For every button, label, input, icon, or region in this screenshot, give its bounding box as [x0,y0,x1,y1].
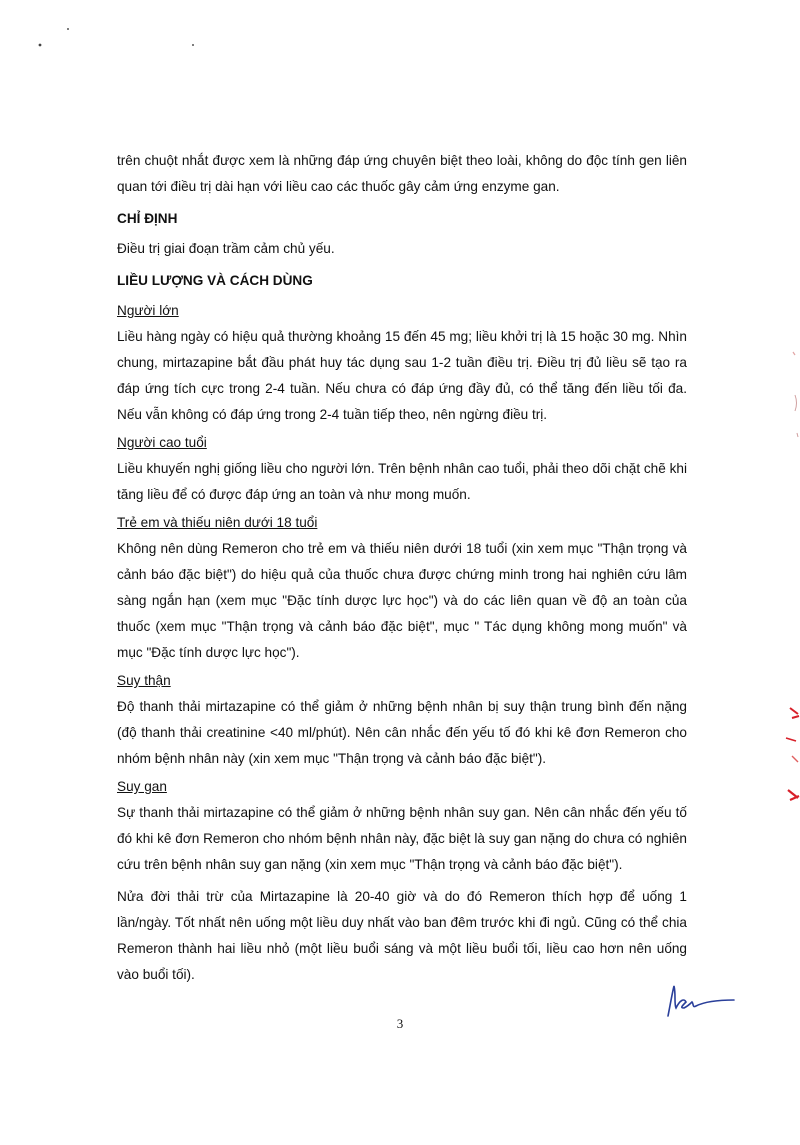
page-number: 3 [396,1016,404,1031]
renal-subheading: Suy thận [117,673,171,688]
document-body [117,148,687,988]
indication-heading: CHỈ ĐỊNH [117,211,178,226]
children-subheading: Trẻ em và thiếu niên dưới 18 tuổi [117,515,318,530]
renal-text: Độ thanh thải mirtazapine có thể giảm ở những bệnh nhân bị suy thận trung bình đến nặng (độ thanh thải creatinine <40 ml/phút). Nên cân nhắc đến yếu tố đó khi kê đơn Remeron cho nhóm bệnh nhân này (xin xem mục "Thận trọng và cảnh báo đặc biệt"). [117,699,687,766]
adults-subheading: Người lớn [117,303,179,318]
hepatic-text: Sự thanh thải mirtazapine có thể giảm ở những bệnh nhân suy gan. Nên cân nhắc đến yếu tố đó khi kê đơn Remeron cho nhóm bệnh nhân này, đặc biệt là suy gan nặng do chưa có nghiên cứu trên bệnh nhân suy gan nặng (xin xem mục "Thận trọng và cảnh báo đặc biệt"). [117,805,687,872]
indication-text: Điều trị giai đoạn trầm cảm chủ yếu. [117,241,335,256]
signature-mark [660,980,740,1020]
hepatic-subheading: Suy gan [117,779,167,794]
dosage-heading: LIỀU LƯỢNG VÀ CÁCH DÙNG [117,273,313,288]
elderly-text: Liều khuyến nghị giống liều cho người lớn. Trên bệnh nhân cao tuổi, phải theo dõi chặt chẽ khi tăng liều để có được đáp ứng an toàn và như mong muốn. [117,461,687,502]
children-text: Không nên dùng Remeron cho trẻ em và thiếu niên dưới 18 tuổi (xin xem mục "Thận trọng và cảnh báo đặc biệt") do hiệu quả của thuốc chưa được chứng minh trong hai nghiên cứu lâm sàng ngắn hạn (xem mục "Đặc tính dược lực học") và do các liên quan về độ an toàn của thuốc (xem mục "Thận trọng và cảnh báo đặc biệt", mục " Tác dụng không mong muốn" và mục "Đặc tính dược lực học"). [117,541,687,660]
adults-text: Liều hàng ngày có hiệu quả thường khoảng 15 đến 45 mg; liều khởi trị là 15 hoặc 30 mg. Nhìn chung, mirtazapine bắt đầu phát huy tác dụng sau 1-2 tuần điều trị. Điều trị đủ liều sẽ tạo ra đáp ứng tích cực trong 2-4 tuần. Nếu chưa có đáp ứng đầy đủ, có thể tăng đến liều tối đa. Nếu vẫn không có đáp ứng trong 2-4 tuần tiếp theo, nên ngừng điều trị. [117,329,687,422]
elderly-subheading: Người cao tuổi [117,435,207,450]
intro-paragraph: trên chuột nhắt được xem là những đáp ứng chuyên biệt theo loài, không do độc tính gen liên quan tới điều trị dài hạn với liều cao các thuốc gây cảm ứng enzyme gan. [117,153,687,194]
half-life-paragraph: Nửa đời thải trừ của Mirtazapine là 20-40 giờ và do đó Remeron thích hợp để uống 1 lần/ngày. Tốt nhất nên uống một liều duy nhất vào ban đêm trước khi đi ngủ. Cũng có thể chia Remeron thành hai liều nhỏ (một liều buổi sáng và một liều buổi tối, liều cao hơn nên uống vào buổi tối). [117,889,687,982]
